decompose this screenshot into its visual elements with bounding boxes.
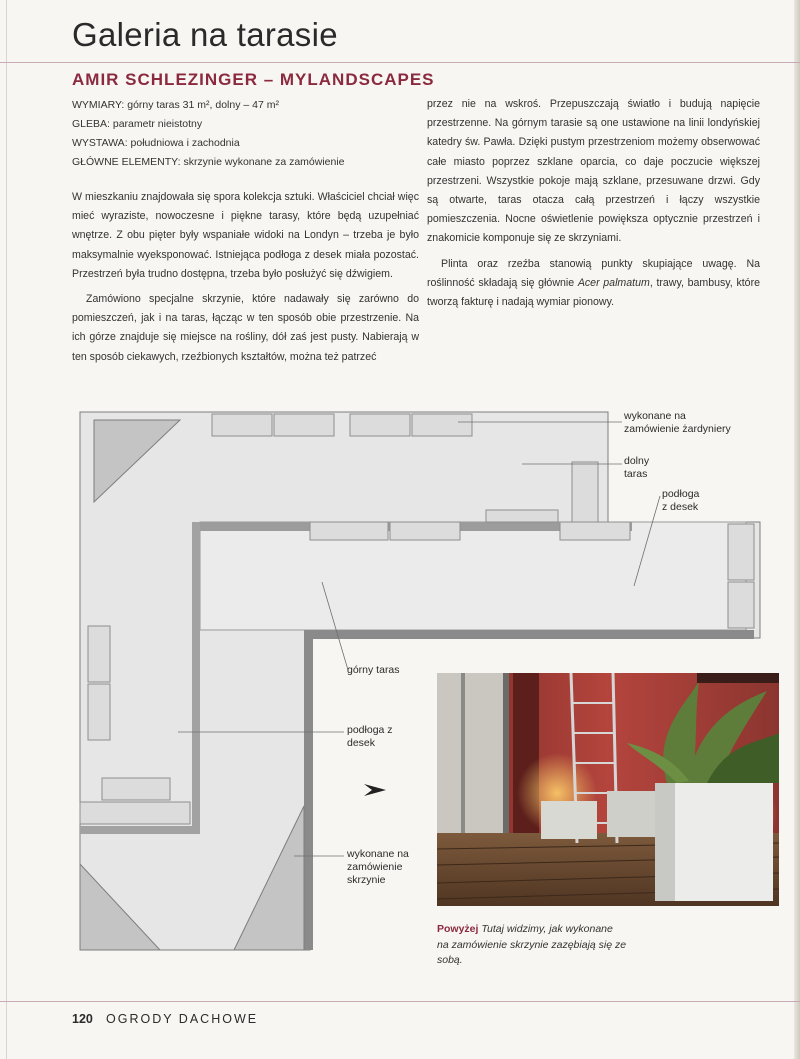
body-paragraph-4 <box>427 255 760 313</box>
spec-soil: GLEBA: parametr nieistotny <box>72 118 203 130</box>
terrace-photo-illustration <box>437 673 779 906</box>
title-rule <box>0 62 800 63</box>
terrace-photo <box>437 673 779 906</box>
label-jardiniery: wykonane na zamówienie żardyniery <box>624 410 731 435</box>
plan-planter-top-2 <box>274 414 334 436</box>
plant-latin-name: Acer palmatum <box>577 276 650 289</box>
page-edge-right <box>794 0 800 1059</box>
plan-wall-long <box>304 630 754 639</box>
photo-planter-back-right <box>607 791 663 837</box>
plan-wall-bottom-step <box>80 826 200 834</box>
paragraph-4-start: Plinta oraz rzeźba stanowią punkty skupiające uwagę. Na roślinność składają się głównie <box>427 257 760 289</box>
photo-planter-front-side <box>655 783 675 901</box>
body-column-left <box>72 188 419 373</box>
project-specs <box>72 96 345 172</box>
body-paragraph-2: Zamówiono specjalne skrzynie, które nadawały się zarówno do pomieszczeń, jak i na taras, łącząc w ten sposób obie przestrzenie. Na ich górze znajduje się miejsce na rośliny, dół zaś jest pusty. Nabierają w ten sposób ciekawych, rzeźbionych kształtów, można też patrzeć <box>72 293 419 363</box>
photo-planter-back-left <box>541 801 597 839</box>
plan-planter-top-3 <box>350 414 410 436</box>
north-arrow-icon <box>364 784 386 796</box>
plan-inner-terrace <box>200 522 746 630</box>
plan-planter-right-1 <box>572 462 598 522</box>
plan-wall-vertical <box>304 630 313 950</box>
page-edge-left <box>6 0 7 1059</box>
section-name: OGRODY DACHOWE <box>106 1012 259 1026</box>
spec-exposure: WYSTAWA: południowa i zachodnia <box>72 137 240 149</box>
plan-planter-bottom-2 <box>80 802 190 824</box>
spec-dimensions: WYMIARY: górny taras 31 m², dolny – 47 m² <box>72 99 279 111</box>
label-gorny-taras: górny taras <box>347 664 400 676</box>
page-title: Galeria na tarasie <box>72 16 338 53</box>
label-dolny-taras: dolny taras <box>624 455 650 480</box>
plan-wall-inner-vertical <box>192 522 200 832</box>
plan-planter-mid-4 <box>560 522 630 540</box>
spec-main-elements: GŁÓWNE ELEMENTY: skrzynie wykonane za zamówienie <box>72 156 345 168</box>
footer-rule <box>0 1001 800 1002</box>
photo-caption <box>437 922 627 969</box>
photo-ceiling-fixture <box>697 673 779 683</box>
plan-planter-bottom-1 <box>102 778 170 800</box>
plan-planter-left-1 <box>88 626 110 682</box>
plan-planter-top-4 <box>412 414 472 436</box>
label-podloga-mid: podłoga z desek <box>347 724 393 749</box>
designer-heading: AMIR SCHLEZINGER – MYLANDSCAPES <box>72 70 435 89</box>
plan-planter-mid-1 <box>310 522 388 540</box>
body-paragraph-1: W mieszkaniu znajdowała się spora kolekcja sztuki. Właściciel chciał więc mieć wyraziste, nowoczesne i piękne tarasy, które będą uzupełniać wnętrze. Z obu pięter były wspaniałe widoki na Londyn – trzeba je było maksymalnie wyeksponować. Istniejąca podłoga z desek miała pozostać. Przestrzeń była trudno dostępna, trzeba było posłużyć się dźwigiem. <box>72 191 419 280</box>
paragraph-4-end: , trawy, bambusy, które tworzą fakturę i nadają wymiar pionowy. <box>427 276 760 309</box>
caption-text: Tutaj widzimy, jak wykonane na zamówienie skrzynie zazębiają się ze sobą. <box>437 923 627 966</box>
plan-planter-mid-2 <box>390 522 460 540</box>
plan-planter-top-1 <box>212 414 272 436</box>
plan-planter-end-1 <box>728 524 754 580</box>
plan-planter-mid-3 <box>486 510 558 522</box>
plan-planter-left-2 <box>88 684 110 740</box>
label-skrzynie: wykonane na zamówienie skrzynie <box>347 848 409 886</box>
body-paragraph-3: przez nie na wskroś. Przepuszczają światło i budują napięcie przestrzenne. Na górnym tarasie są one ustawione na linii londyńskiej katedry św. Pawła. Dzięki pustym przestrzeniom możemy obserwować całe miasto poprzez szklane oparcia, co daje poczucie większej przestrzeni. Wszystkie pokoje mają szklane, przesuwane drzwi. Gdy są otwarte, taras otacza całą przestrzeń i łączy wszystkie pomieszczenia. Nocne oświetlenie powiększa optycznie przestrzeń i znakomicie komponuje się ze skrzyniami. <box>427 98 760 245</box>
caption-lead: Powyżej <box>437 923 479 935</box>
plan-planter-end-2 <box>728 582 754 628</box>
body-column-right <box>427 95 760 318</box>
page-number: 120 <box>72 1012 93 1026</box>
label-podloga-top: podłoga z desek <box>662 488 700 513</box>
